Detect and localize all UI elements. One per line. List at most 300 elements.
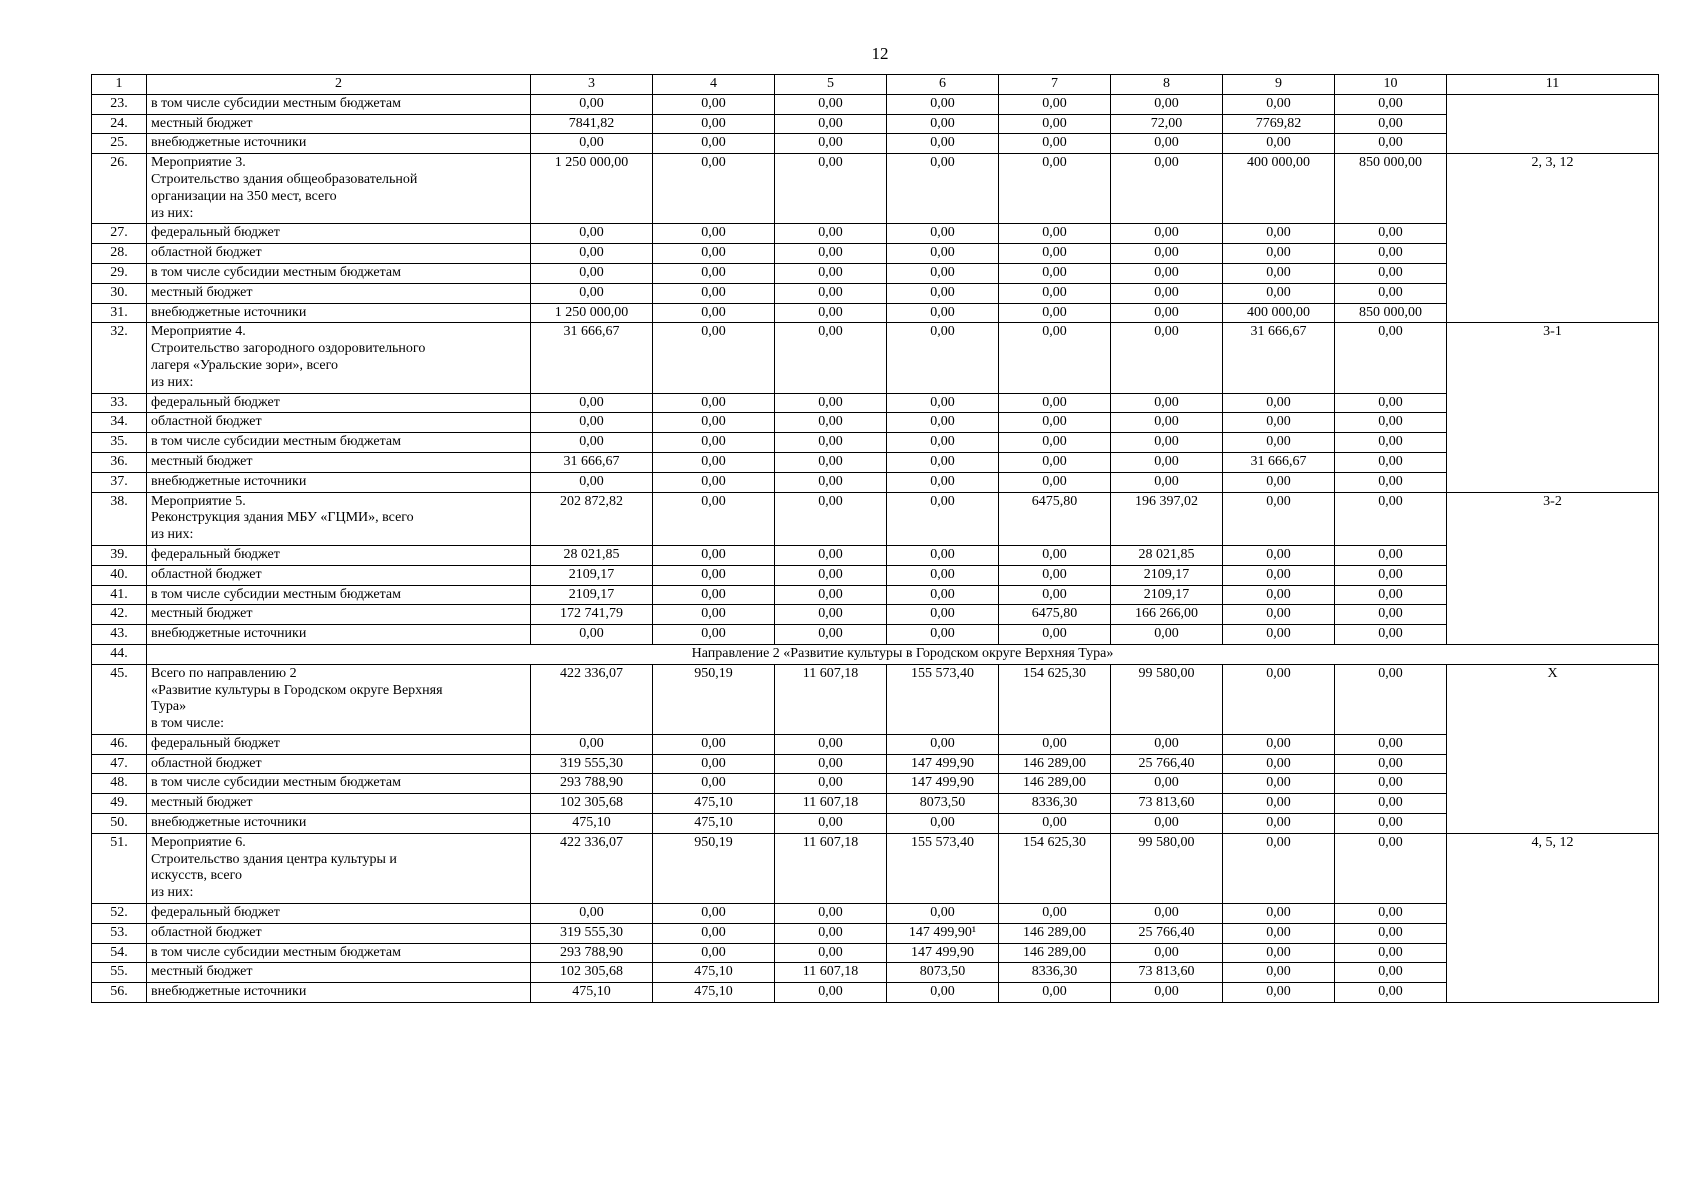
value-cell: 0,00 <box>1111 413 1223 433</box>
column-header: 3 <box>531 75 653 95</box>
description-line: федеральный бюджет <box>151 394 280 410</box>
value-cell: 0,00 <box>775 605 887 625</box>
value-cell: 0,00 <box>1335 605 1447 625</box>
value-cell: 0,00 <box>653 943 775 963</box>
value-cell: 0,00 <box>999 433 1111 453</box>
description-line: внебюджетные источники <box>151 815 307 831</box>
row-description <box>147 664 531 734</box>
value-cell: 0,00 <box>531 134 653 154</box>
value-cell: 0,00 <box>999 734 1111 754</box>
value-cell: 25 766,40 <box>1111 754 1223 774</box>
value-cell: 0,00 <box>1335 492 1447 545</box>
value-cell: 147 499,90¹ <box>887 923 999 943</box>
value-cell: 0,00 <box>887 224 999 244</box>
value-cell: 2109,17 <box>1111 565 1223 585</box>
row-number: 37. <box>92 472 147 492</box>
value-cell: 0,00 <box>1111 244 1223 264</box>
value-cell: 0,00 <box>999 545 1111 565</box>
value-cell: 0,00 <box>653 774 775 794</box>
description-line: местный бюджет <box>151 606 253 622</box>
column-header: 9 <box>1223 75 1335 95</box>
value-cell: 0,00 <box>653 923 775 943</box>
row-description <box>147 244 531 264</box>
row-number: 51. <box>92 833 147 903</box>
value-cell: 0,00 <box>531 224 653 244</box>
value-cell: 0,00 <box>887 983 999 1003</box>
value-cell: 0,00 <box>531 472 653 492</box>
value-cell: 0,00 <box>775 433 887 453</box>
value-cell: 0,00 <box>775 224 887 244</box>
value-cell: 11 607,18 <box>775 794 887 814</box>
value-cell: 0,00 <box>1335 393 1447 413</box>
budget-table <box>91 74 1659 1003</box>
value-cell: 0,00 <box>775 413 887 433</box>
value-cell: 172 741,79 <box>531 605 653 625</box>
value-cell: 1 250 000,00 <box>531 154 653 224</box>
value-cell: 0,00 <box>999 94 1111 114</box>
description-line: федеральный бюджет <box>151 225 280 241</box>
value-cell: 7769,82 <box>1223 114 1335 134</box>
value-cell: 0,00 <box>887 452 999 472</box>
description-line: федеральный бюджет <box>151 905 280 921</box>
row-description <box>147 433 531 453</box>
value-cell: 0,00 <box>1335 134 1447 154</box>
value-cell: 0,00 <box>653 545 775 565</box>
value-cell: 11 607,18 <box>775 664 887 734</box>
value-cell: 0,00 <box>653 224 775 244</box>
value-cell: 0,00 <box>775 545 887 565</box>
value-cell: 0,00 <box>653 323 775 393</box>
table-row <box>92 605 1659 625</box>
value-cell: 0,00 <box>531 734 653 754</box>
value-cell: 0,00 <box>1223 754 1335 774</box>
value-cell: 0,00 <box>887 244 999 264</box>
row-description <box>147 452 531 472</box>
value-cell: 196 397,02 <box>1111 492 1223 545</box>
value-cell: 0,00 <box>775 472 887 492</box>
table-row <box>92 565 1659 585</box>
row-description <box>147 585 531 605</box>
row-number: 56. <box>92 983 147 1003</box>
value-cell: 31 666,67 <box>1223 452 1335 472</box>
value-cell: 0,00 <box>999 393 1111 413</box>
row-description <box>147 943 531 963</box>
value-cell: 0,00 <box>1111 433 1223 453</box>
value-cell: 0,00 <box>1223 565 1335 585</box>
row-description <box>147 413 531 433</box>
value-cell: 0,00 <box>775 263 887 283</box>
column-header: 5 <box>775 75 887 95</box>
row-description <box>147 754 531 774</box>
value-cell: 0,00 <box>999 244 1111 264</box>
value-cell: 0,00 <box>887 114 999 134</box>
value-cell: 2109,17 <box>1111 585 1223 605</box>
row-description <box>147 114 531 134</box>
value-cell: 0,00 <box>1223 983 1335 1003</box>
table-row <box>92 283 1659 303</box>
value-cell: 155 573,40 <box>887 833 999 903</box>
row-number: 25. <box>92 134 147 154</box>
value-cell: 475,10 <box>653 794 775 814</box>
value-cell: 0,00 <box>999 413 1111 433</box>
row-number: 41. <box>92 585 147 605</box>
description-line: Всего по направлению 2 <box>151 665 297 681</box>
row-number: 47. <box>92 754 147 774</box>
value-cell: 0,00 <box>1111 393 1223 413</box>
value-cell: 0,00 <box>775 904 887 924</box>
value-cell: 0,00 <box>531 625 653 645</box>
value-cell: 0,00 <box>887 134 999 154</box>
value-cell: 0,00 <box>653 452 775 472</box>
value-cell: 0,00 <box>1335 774 1447 794</box>
value-cell: 0,00 <box>775 393 887 413</box>
description-line: областной бюджет <box>151 245 262 261</box>
value-cell: 0,00 <box>775 943 887 963</box>
description-line: лагеря «Уральские зори», всего <box>151 357 338 373</box>
row-description <box>147 303 531 323</box>
row-number: 23. <box>92 94 147 114</box>
value-cell: 0,00 <box>1335 833 1447 903</box>
value-cell: 0,00 <box>1223 923 1335 943</box>
value-cell: 0,00 <box>999 263 1111 283</box>
value-cell: 475,10 <box>531 983 653 1003</box>
table-row <box>92 154 1659 224</box>
value-cell: 0,00 <box>1223 814 1335 834</box>
row-description <box>147 224 531 244</box>
row-number: 32. <box>92 323 147 393</box>
page-number: 12 <box>871 44 889 63</box>
value-cell: 0,00 <box>1335 943 1447 963</box>
description-line: в том числе субсидии местным бюджетам <box>151 586 401 602</box>
table-row <box>92 923 1659 943</box>
value-cell: 0,00 <box>775 134 887 154</box>
row-number: 33. <box>92 393 147 413</box>
value-cell: 0,00 <box>1335 114 1447 134</box>
row-description <box>147 94 531 114</box>
value-cell: 147 499,90 <box>887 774 999 794</box>
row-description <box>147 134 531 154</box>
target-indicator-cell: 4, 5, 12 <box>1447 833 1659 1002</box>
value-cell: 0,00 <box>1111 472 1223 492</box>
table-row <box>92 472 1659 492</box>
target-indicator-cell: 2, 3, 12 <box>1447 154 1659 323</box>
row-number: 30. <box>92 283 147 303</box>
row-description <box>147 154 531 224</box>
value-cell: 0,00 <box>887 492 999 545</box>
value-cell: 0,00 <box>1111 134 1223 154</box>
value-cell: 0,00 <box>775 244 887 264</box>
description-line: местный бюджет <box>151 964 253 980</box>
description-line: Мероприятие 4. <box>151 324 246 340</box>
table-row <box>92 263 1659 283</box>
description-line: в том числе субсидии местным бюджетам <box>151 264 401 280</box>
value-cell: 0,00 <box>531 393 653 413</box>
table-row <box>92 244 1659 264</box>
description-line: Тура» <box>151 699 187 715</box>
value-cell: 319 555,30 <box>531 923 653 943</box>
value-cell: 7841,82 <box>531 114 653 134</box>
value-cell: 0,00 <box>653 472 775 492</box>
value-cell: 155 573,40 <box>887 664 999 734</box>
row-description <box>147 263 531 283</box>
value-cell: 31 666,67 <box>531 452 653 472</box>
value-cell: 0,00 <box>887 303 999 323</box>
row-description <box>147 605 531 625</box>
table-row <box>92 754 1659 774</box>
row-description <box>147 734 531 754</box>
value-cell: 0,00 <box>1335 664 1447 734</box>
value-cell: 950,19 <box>653 664 775 734</box>
target-indicator-cell <box>1447 94 1659 153</box>
description-line: организации на 350 мест, всего <box>151 188 337 204</box>
table-row <box>92 664 1659 734</box>
value-cell: 28 021,85 <box>1111 545 1223 565</box>
value-cell: 0,00 <box>1335 585 1447 605</box>
value-cell: 0,00 <box>775 774 887 794</box>
value-cell: 0,00 <box>531 244 653 264</box>
row-number: 42. <box>92 605 147 625</box>
value-cell: 0,00 <box>887 263 999 283</box>
value-cell: 422 336,07 <box>531 664 653 734</box>
target-indicator-cell: X <box>1447 664 1659 833</box>
value-cell: 0,00 <box>1223 664 1335 734</box>
description-line: внебюджетные источники <box>151 473 307 489</box>
value-cell: 0,00 <box>653 413 775 433</box>
value-cell: 0,00 <box>887 904 999 924</box>
value-cell: 0,00 <box>653 94 775 114</box>
row-description <box>147 492 531 545</box>
value-cell: 0,00 <box>653 134 775 154</box>
value-cell: 0,00 <box>1111 263 1223 283</box>
description-line: местный бюджет <box>151 284 253 300</box>
value-cell: 0,00 <box>653 565 775 585</box>
value-cell: 8073,50 <box>887 963 999 983</box>
value-cell: 0,00 <box>1335 283 1447 303</box>
description-line: Мероприятие 5. <box>151 493 246 509</box>
value-cell: 0,00 <box>999 224 1111 244</box>
value-cell: 0,00 <box>1335 794 1447 814</box>
value-cell: 154 625,30 <box>999 833 1111 903</box>
row-description <box>147 472 531 492</box>
value-cell: 0,00 <box>531 904 653 924</box>
description-line: Строительство загородного оздоровительного <box>151 341 426 357</box>
table-row <box>92 224 1659 244</box>
row-description <box>147 565 531 585</box>
value-cell: 0,00 <box>1111 452 1223 472</box>
row-description <box>147 625 531 645</box>
value-cell: 0,00 <box>887 433 999 453</box>
value-cell: 0,00 <box>531 94 653 114</box>
value-cell: 0,00 <box>653 303 775 323</box>
row-description <box>147 283 531 303</box>
row-description <box>147 833 531 903</box>
row-description <box>147 774 531 794</box>
description-line: областной бюджет <box>151 566 262 582</box>
description-line: областной бюджет <box>151 924 262 940</box>
value-cell: 72,00 <box>1111 114 1223 134</box>
column-header: 10 <box>1335 75 1447 95</box>
table-row <box>92 904 1659 924</box>
value-cell: 146 289,00 <box>999 923 1111 943</box>
table-body <box>92 94 1659 1002</box>
value-cell: 293 788,90 <box>531 943 653 963</box>
value-cell: 0,00 <box>653 492 775 545</box>
table-row <box>92 323 1659 393</box>
row-number: 26. <box>92 154 147 224</box>
value-cell: 0,00 <box>531 413 653 433</box>
value-cell: 0,00 <box>653 754 775 774</box>
value-cell: 475,10 <box>653 983 775 1003</box>
value-cell: 0,00 <box>1223 545 1335 565</box>
value-cell: 0,00 <box>1335 754 1447 774</box>
value-cell: 0,00 <box>531 283 653 303</box>
value-cell: 0,00 <box>1335 904 1447 924</box>
value-cell: 0,00 <box>887 323 999 393</box>
row-number: 24. <box>92 114 147 134</box>
value-cell: 202 872,82 <box>531 492 653 545</box>
value-cell: 8336,30 <box>999 794 1111 814</box>
row-description <box>147 963 531 983</box>
value-cell: 0,00 <box>775 94 887 114</box>
row-number: 53. <box>92 923 147 943</box>
table-row <box>92 114 1659 134</box>
value-cell: 0,00 <box>1223 413 1335 433</box>
table-row <box>92 774 1659 794</box>
value-cell: 0,00 <box>653 585 775 605</box>
value-cell: 0,00 <box>887 94 999 114</box>
value-cell: 0,00 <box>1335 323 1447 393</box>
row-number: 31. <box>92 303 147 323</box>
value-cell: 0,00 <box>775 923 887 943</box>
value-cell: 0,00 <box>999 134 1111 154</box>
row-description <box>147 393 531 413</box>
value-cell: 319 555,30 <box>531 754 653 774</box>
value-cell: 0,00 <box>653 393 775 413</box>
row-description <box>147 983 531 1003</box>
table-row <box>92 943 1659 963</box>
value-cell: 11 607,18 <box>775 833 887 903</box>
description-line: «Развитие культуры в Городском округе Верхняя <box>151 682 443 698</box>
value-cell: 0,00 <box>1111 323 1223 393</box>
row-description <box>147 904 531 924</box>
row-number: 54. <box>92 943 147 963</box>
value-cell: 154 625,30 <box>999 664 1111 734</box>
value-cell: 0,00 <box>653 154 775 224</box>
value-cell: 146 289,00 <box>999 774 1111 794</box>
value-cell: 475,10 <box>653 963 775 983</box>
description-line: внебюджетные источники <box>151 984 307 1000</box>
value-cell: 0,00 <box>1335 814 1447 834</box>
value-cell: 950,19 <box>653 833 775 903</box>
column-header: 6 <box>887 75 999 95</box>
column-header: 1 <box>92 75 147 95</box>
value-cell: 0,00 <box>887 393 999 413</box>
row-number: 46. <box>92 734 147 754</box>
section-row <box>92 644 1659 664</box>
table-row <box>92 492 1659 545</box>
value-cell: 0,00 <box>1223 393 1335 413</box>
value-cell: 0,00 <box>999 585 1111 605</box>
value-cell: 0,00 <box>999 323 1111 393</box>
value-cell: 0,00 <box>1223 585 1335 605</box>
row-number: 52. <box>92 904 147 924</box>
value-cell: 73 813,60 <box>1111 794 1223 814</box>
value-cell: 0,00 <box>1111 814 1223 834</box>
value-cell: 0,00 <box>775 754 887 774</box>
value-cell: 0,00 <box>1335 734 1447 754</box>
description-line: из них: <box>151 374 194 390</box>
value-cell: 0,00 <box>999 983 1111 1003</box>
value-cell: 0,00 <box>999 814 1111 834</box>
value-cell: 0,00 <box>1223 283 1335 303</box>
value-cell: 31 666,67 <box>531 323 653 393</box>
value-cell: 0,00 <box>1223 904 1335 924</box>
value-cell: 146 289,00 <box>999 943 1111 963</box>
description-line: Мероприятие 3. <box>151 155 246 171</box>
value-cell: 0,00 <box>999 452 1111 472</box>
value-cell: 31 666,67 <box>1223 323 1335 393</box>
value-cell: 0,00 <box>1335 545 1447 565</box>
value-cell: 0,00 <box>887 283 999 303</box>
value-cell: 0,00 <box>1111 625 1223 645</box>
value-cell: 0,00 <box>1335 244 1447 264</box>
value-cell: 0,00 <box>999 904 1111 924</box>
value-cell: 6475,80 <box>999 492 1111 545</box>
description-line: в том числе субсидии местным бюджетам <box>151 95 401 111</box>
value-cell: 147 499,90 <box>887 943 999 963</box>
table-row <box>92 393 1659 413</box>
value-cell: 2109,17 <box>531 565 653 585</box>
description-line: местный бюджет <box>151 795 253 811</box>
value-cell: 0,00 <box>1223 224 1335 244</box>
value-cell: 475,10 <box>653 814 775 834</box>
value-cell: 0,00 <box>1111 94 1223 114</box>
table-row <box>92 134 1659 154</box>
value-cell: 0,00 <box>887 605 999 625</box>
table-row <box>92 734 1659 754</box>
row-description <box>147 923 531 943</box>
target-indicator-cell: 3-1 <box>1447 323 1659 492</box>
value-cell: 0,00 <box>1335 983 1447 1003</box>
table-row <box>92 433 1659 453</box>
value-cell: 0,00 <box>999 625 1111 645</box>
description-line: из них: <box>151 885 194 901</box>
description-line: областной бюджет <box>151 414 262 430</box>
value-cell: 0,00 <box>531 433 653 453</box>
value-cell: 0,00 <box>887 154 999 224</box>
description-line: федеральный бюджет <box>151 735 280 751</box>
value-cell: 0,00 <box>1111 303 1223 323</box>
value-cell: 6475,80 <box>999 605 1111 625</box>
value-cell: 0,00 <box>887 472 999 492</box>
value-cell: 0,00 <box>1111 983 1223 1003</box>
row-number: 27. <box>92 224 147 244</box>
value-cell: 0,00 <box>1223 433 1335 453</box>
value-cell: 0,00 <box>653 244 775 264</box>
value-cell: 0,00 <box>1111 283 1223 303</box>
row-number: 40. <box>92 565 147 585</box>
value-cell: 422 336,07 <box>531 833 653 903</box>
table-row <box>92 413 1659 433</box>
row-number: 55. <box>92 963 147 983</box>
value-cell: 0,00 <box>1335 433 1447 453</box>
table-row <box>92 94 1659 114</box>
row-number: 49. <box>92 794 147 814</box>
value-cell: 850 000,00 <box>1335 303 1447 323</box>
row-number: 38. <box>92 492 147 545</box>
value-cell: 102 305,68 <box>531 794 653 814</box>
value-cell: 0,00 <box>653 433 775 453</box>
